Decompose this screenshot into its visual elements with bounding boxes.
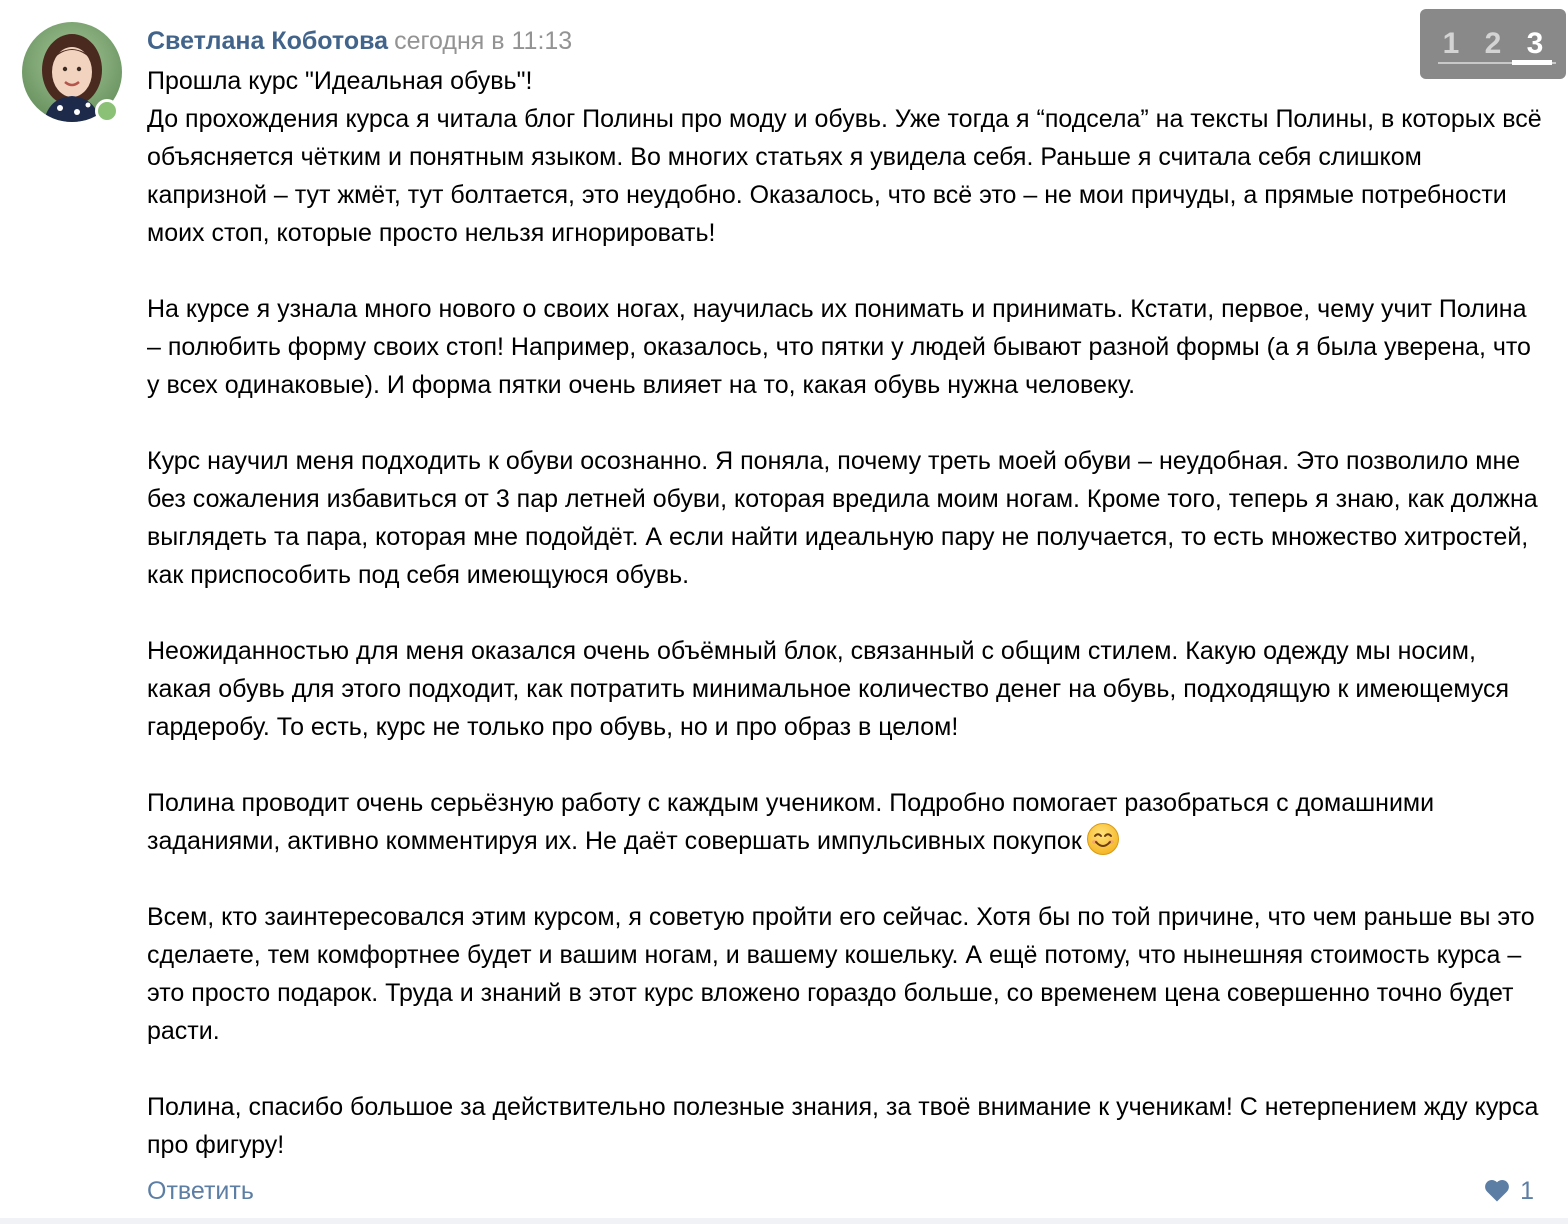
smiling-face-emoji-icon [1086, 822, 1120, 856]
comment-timestamp[interactable]: сегодня в 11:13 [394, 27, 573, 55]
comment-text [147, 62, 1547, 1164]
page-1[interactable]: 1 [1442, 27, 1460, 60]
author-name[interactable]: Светлана Коботова [147, 27, 389, 55]
paragraph: На курсе я узнала много нового о своих ногах, научилась их понимать и принимать. Кстати, первое, чему учит Полина – полюбить форму своих стоп! Например, оказалось, что пятки у людей бывают разной формы (а я была уверена, что у всех одинаковые). И форма пятки очень влияет на то, какая обувь нужна человеку. [147, 295, 1531, 399]
page-3-current[interactable]: 3 [1526, 27, 1544, 60]
page-2[interactable]: 2 [1484, 27, 1502, 60]
paragraph: Полина, спасибо большое за действительно полезные знания, за твоё внимание к ученикам! С нетерпением жду курса про фигуру! [147, 1093, 1539, 1159]
reply-button[interactable]: Ответить [147, 1177, 254, 1205]
paragraph-text: Полина проводит очень серьёзную работу с каждым учеником. Подробно помогает разобраться с домашними заданиями, активно комментируя их. Не даёт совершать импульсивных покупок [147, 789, 1435, 855]
likes-count: 1 [1520, 1177, 1534, 1205]
heart-icon [1484, 1179, 1510, 1203]
paragraph: Прошла курс "Идеальная обувь"! До прохождения курса я читала блог Полины про моду и обувь. Уже тогда я “подсела” на тексты Полины, в которых всё объясняется чётким и понятным языком. Во многих статьях я увидела себя. Раньше я считала себя слишком капризной – тут жмёт, тут болтается, это неудобно. Оказалось, что всё это – не мои причуды, а прямые потребности моих стоп, которые просто нельзя игнорировать! [147, 67, 1542, 247]
paragraph: Всем, кто заинтересовался этим курсом, я советую пройти его сейчас. Хотя бы по той причине, что чем раньше вы это сделаете, тем комфортнее будет и вашим ногам, и вашему кошельку. А ещё потому, что нынешняя стоимость курса – это просто подарок. Труда и знаний в этот курс вложено гораздо больше, со временем цена совершенно точно будет расти. [147, 903, 1535, 1045]
online-indicator [95, 99, 119, 123]
comment-divider [0, 1218, 1568, 1224]
paragraph-with-emoji [147, 784, 1547, 860]
paragraph: Неожиданностью для меня оказался очень объёмный блок, связанный с общим стилем. Какую одежду мы носим, какая обувь для этого подходит, как потратить минимальное количество денег на обувь, подходящую к имеющемуся гардеробу. То есть, курс не только про обувь, но и про образ в целом! [147, 637, 1510, 741]
comment-header [147, 22, 572, 60]
like-button[interactable] [1484, 1172, 1534, 1210]
paragraph: Курс научил меня подходить к обуви осознанно. Я поняла, почему треть моей обуви – неудобная. Это позволило мне без сожаления избавиться от 3 пар летней обуви, которая вредила моим ногам. Кроме того, теперь я знаю, как должна выглядеть та пара, которая мне подойдёт. А если найти идеальную пару не получается, то есть множество хитростей, как приспособить под себя имеющуюся обувь. [147, 447, 1538, 589]
